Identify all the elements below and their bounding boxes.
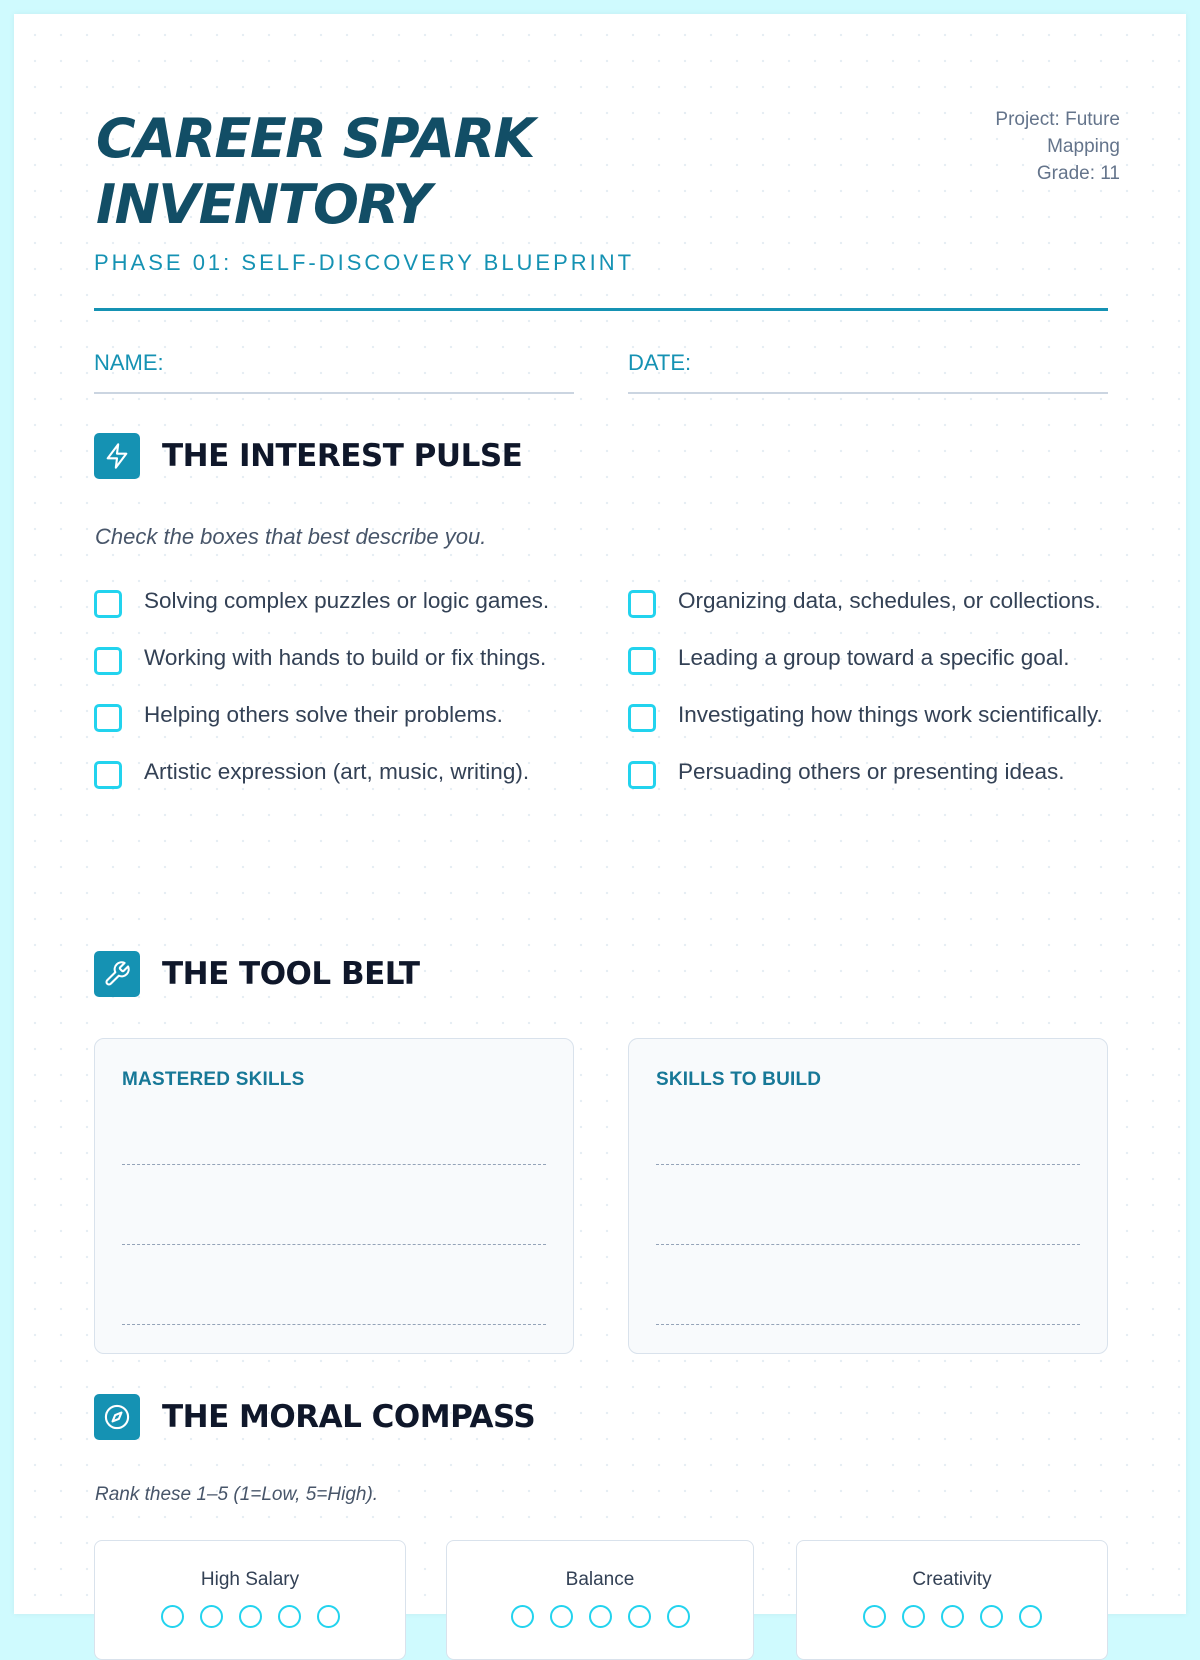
rating-circle[interactable] xyxy=(317,1605,340,1628)
lightning-icon xyxy=(94,433,140,479)
rating-circle[interactable] xyxy=(239,1605,262,1628)
checkbox[interactable] xyxy=(628,647,656,675)
interest-item-label: Investigating how things work scientifically. xyxy=(678,702,1103,727)
rating-circle[interactable] xyxy=(550,1605,573,1628)
tools-section-title: THE TOOL BELT xyxy=(162,956,420,992)
interest-item xyxy=(628,584,1108,618)
worksheet-page xyxy=(14,14,1186,1614)
interest-item-label: Solving complex puzzles or logic games. xyxy=(144,588,550,613)
interest-section-title: THE INTEREST PULSE xyxy=(162,438,523,474)
interest-item xyxy=(628,698,1108,732)
interest-item-label: Organizing data, schedules, or collections. xyxy=(678,588,1101,613)
writing-line[interactable] xyxy=(656,1244,1080,1245)
interest-item xyxy=(94,755,574,789)
date-field[interactable] xyxy=(628,350,1108,394)
value-card-balance xyxy=(446,1540,754,1660)
interest-item-label: Artistic expression (art, music, writing). xyxy=(144,759,530,784)
rating-scale xyxy=(95,1605,405,1628)
date-label: DATE: xyxy=(628,350,692,375)
title-line-2: INVENTORY xyxy=(96,173,431,236)
rating-circle[interactable] xyxy=(902,1605,925,1628)
rating-circle[interactable] xyxy=(200,1605,223,1628)
interest-column-left xyxy=(94,584,574,812)
rating-circle[interactable] xyxy=(161,1605,184,1628)
interest-item xyxy=(628,641,1108,675)
rating-circle[interactable] xyxy=(589,1605,612,1628)
writing-line[interactable] xyxy=(656,1324,1080,1325)
values-section-title: THE MORAL COMPASS xyxy=(162,1399,536,1435)
writing-line[interactable] xyxy=(122,1164,546,1165)
interest-item xyxy=(94,641,574,675)
interest-item xyxy=(94,584,574,618)
skills-to-build-card xyxy=(628,1038,1108,1354)
grade-label: Grade: 11 xyxy=(1036,163,1120,184)
writing-line[interactable] xyxy=(656,1164,1080,1165)
checkbox[interactable] xyxy=(628,761,656,789)
checkbox[interactable] xyxy=(628,590,656,618)
tools-section-header xyxy=(94,951,420,997)
interest-instruction: Check the boxes that best describe you. xyxy=(95,524,487,549)
values-section-header xyxy=(94,1394,535,1440)
project-line-1: Project: Future xyxy=(995,109,1120,130)
value-label: Creativity xyxy=(912,1569,992,1590)
rating-circle[interactable] xyxy=(863,1605,886,1628)
rating-circle[interactable] xyxy=(980,1605,1003,1628)
rating-scale xyxy=(447,1605,753,1628)
rating-scale xyxy=(797,1605,1107,1628)
value-label: Balance xyxy=(565,1569,635,1590)
rating-circle[interactable] xyxy=(511,1605,534,1628)
rating-circle[interactable] xyxy=(667,1605,690,1628)
checkbox[interactable] xyxy=(94,590,122,618)
checkbox[interactable] xyxy=(628,704,656,732)
compass-icon xyxy=(94,1394,140,1440)
value-card-creativity xyxy=(796,1540,1108,1660)
interest-item-label: Persuading others or presenting ideas. xyxy=(678,759,1065,784)
header-divider xyxy=(94,308,1108,311)
name-label: NAME: xyxy=(94,350,164,375)
interest-item xyxy=(628,755,1108,789)
rating-circle[interactable] xyxy=(278,1605,301,1628)
rating-circle[interactable] xyxy=(628,1605,651,1628)
checkbox[interactable] xyxy=(94,761,122,789)
value-card-high-salary xyxy=(94,1540,406,1660)
page-subtitle: PHASE 01: SELF-DISCOVERY BLUEPRINT xyxy=(94,250,635,275)
interest-item-label: Leading a group toward a specific goal. xyxy=(678,645,1070,670)
checkbox[interactable] xyxy=(94,647,122,675)
interest-item xyxy=(94,698,574,732)
project-line-2: Mapping xyxy=(1047,136,1120,157)
mastered-skills-label: MASTERED SKILLS xyxy=(122,1069,305,1090)
interest-column-right xyxy=(628,584,1108,812)
page-title xyxy=(96,106,534,238)
interest-section-header xyxy=(94,433,522,479)
title-line-1: CAREER SPARK xyxy=(96,107,534,170)
skills-to-build-label: SKILLS TO BUILD xyxy=(656,1069,822,1090)
project-meta xyxy=(914,106,1120,187)
writing-line[interactable] xyxy=(122,1324,546,1325)
checkbox[interactable] xyxy=(94,704,122,732)
rating-circle[interactable] xyxy=(1019,1605,1042,1628)
rating-circle[interactable] xyxy=(941,1605,964,1628)
value-label: High Salary xyxy=(200,1569,300,1590)
values-instruction: Rank these 1–5 (1=Low, 5=High). xyxy=(95,1484,379,1505)
name-field[interactable] xyxy=(94,350,574,394)
writing-line[interactable] xyxy=(122,1244,546,1245)
interest-item-label: Helping others solve their problems. xyxy=(144,702,503,727)
mastered-skills-card xyxy=(94,1038,574,1354)
interest-item-label: Working with hands to build or fix things. xyxy=(144,645,547,670)
wrench-icon xyxy=(94,951,140,997)
